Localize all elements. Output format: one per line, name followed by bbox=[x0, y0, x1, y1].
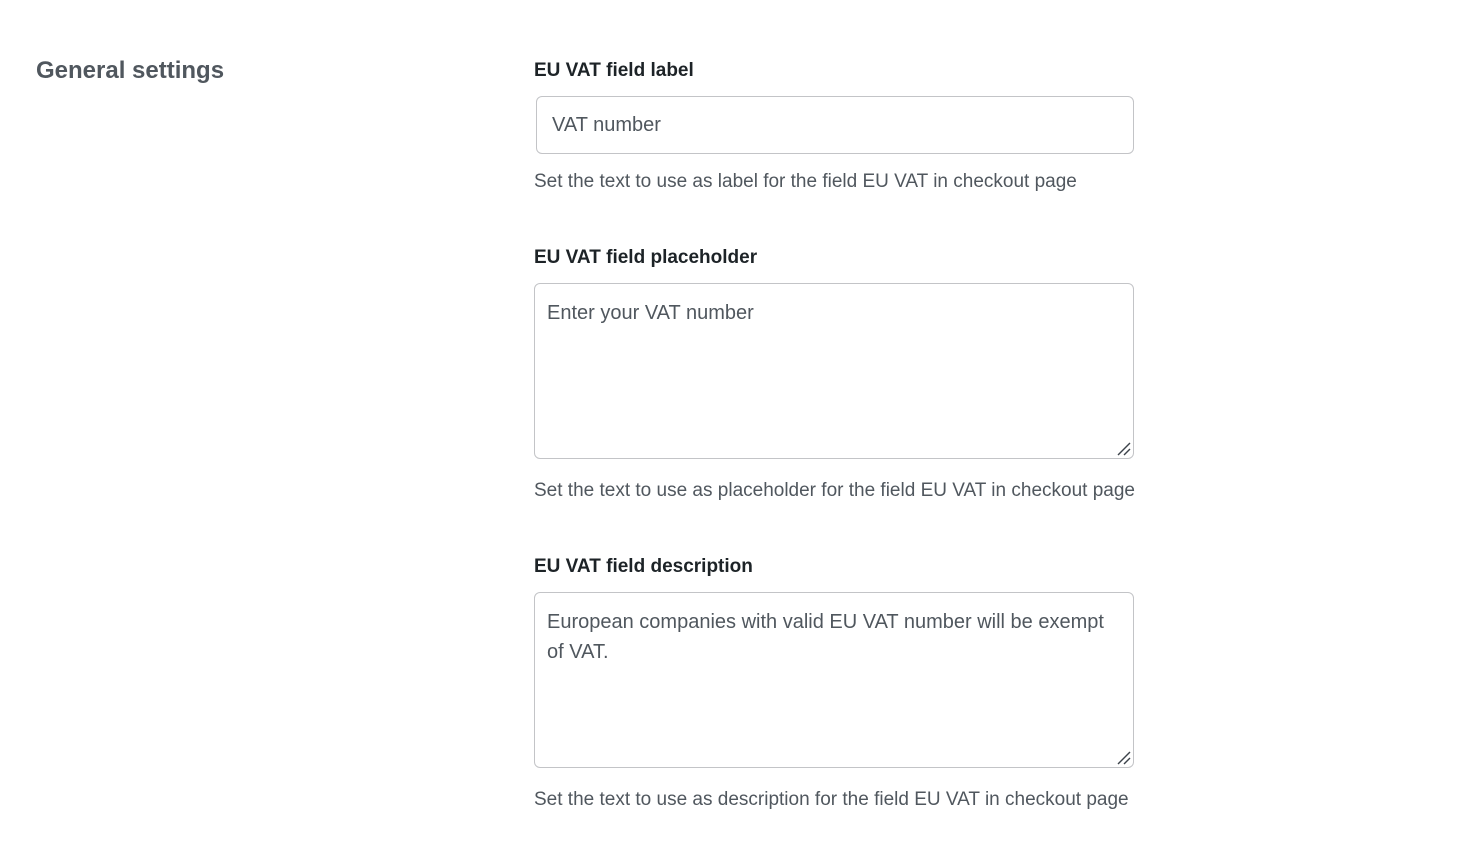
eu-vat-placeholder-field-label: EU VAT field placeholder bbox=[534, 247, 758, 268]
eu-vat-placeholder-help: Set the text to use as placeholder for the field EU VAT in checkout page bbox=[534, 480, 1135, 501]
field-eu-vat-placeholder bbox=[534, 246, 1194, 506]
eu-vat-label-field-label: EU VAT field label bbox=[534, 60, 694, 81]
resize-grip-icon[interactable] bbox=[1116, 441, 1132, 457]
eu-vat-description-field-label: EU VAT field description bbox=[534, 556, 753, 577]
section-title: General settings bbox=[36, 57, 225, 84]
field-eu-vat-description bbox=[534, 555, 1194, 820]
eu-vat-label-help: Set the text to use as label for the field EU VAT in checkout page bbox=[534, 171, 1077, 192]
eu-vat-description-help: Set the text to use as description for the field EU VAT in checkout page bbox=[534, 789, 1129, 810]
eu-vat-placeholder-textarea[interactable] bbox=[534, 283, 1134, 459]
eu-vat-description-textarea[interactable] bbox=[534, 592, 1134, 768]
resize-grip-icon[interactable] bbox=[1116, 750, 1132, 766]
eu-vat-label-input[interactable] bbox=[536, 96, 1134, 154]
field-eu-vat-label bbox=[534, 59, 1194, 199]
